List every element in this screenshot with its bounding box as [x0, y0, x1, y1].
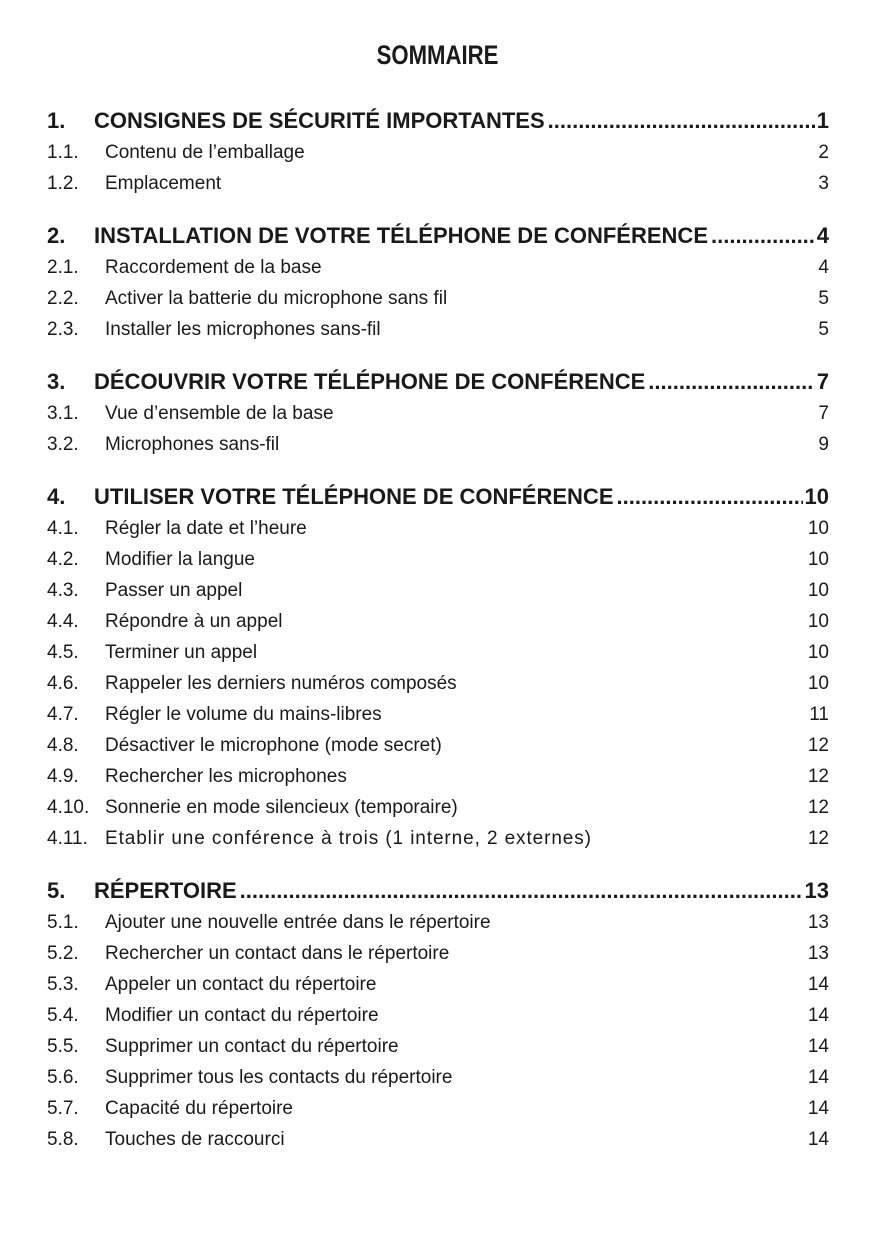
entry-page-number: 10 — [807, 580, 829, 601]
toc-section — [47, 484, 829, 859]
section-number: 5. — [47, 878, 66, 903]
toc-section — [47, 369, 829, 465]
toc-entry — [47, 549, 829, 580]
section-page-number: 4 — [816, 223, 829, 248]
entry-page-number: 5 — [818, 288, 829, 309]
entry-page-number: 12 — [807, 828, 829, 849]
section-heading — [47, 878, 829, 912]
entry-title: Activer la batterie du microphone sans fil — [105, 288, 448, 309]
section-title: RÉPERTOIRE — [94, 878, 237, 903]
toc-entry — [47, 518, 829, 549]
entry-title: Touches de raccourci — [105, 1129, 285, 1150]
section-title: INSTALLATION DE VOTRE TÉLÉPHONE DE CONFÉRENCE — [94, 223, 708, 248]
entry-number: 3.2. — [47, 434, 79, 455]
entry-number: 4.1. — [47, 518, 79, 539]
toc-entry — [47, 797, 829, 828]
entry-page-number: 14 — [807, 974, 829, 995]
toc-entry — [47, 1098, 829, 1129]
entry-number: 4.9. — [47, 766, 79, 787]
toc-entry — [47, 434, 829, 465]
entry-page-number: 7 — [818, 403, 829, 424]
entry-page-number: 11 — [809, 704, 829, 725]
entry-number: 4.2. — [47, 549, 79, 570]
entry-title: Capacité du répertoire — [105, 1098, 293, 1119]
entry-page-number: 10 — [807, 611, 829, 632]
entry-page-number: 10 — [807, 549, 829, 570]
toc-entry — [47, 642, 829, 673]
section-heading — [47, 369, 829, 403]
entry-title: Appeler un contact du répertoire — [105, 974, 377, 995]
entry-page-number: 4 — [818, 257, 829, 278]
entry-title: Rappeler les derniers numéros composés — [105, 673, 457, 694]
entry-title: Vue d’ensemble de la base — [105, 403, 334, 424]
toc-entry — [47, 912, 829, 943]
entry-title: Ajouter une nouvelle entrée dans le répertoire — [105, 912, 491, 933]
toc-entry — [47, 580, 829, 611]
entry-title: Rechercher les microphones — [105, 766, 347, 787]
toc-entry — [47, 828, 829, 859]
entry-page-number: 2 — [818, 142, 829, 163]
entry-title: Terminer un appel — [105, 642, 258, 663]
entry-number: 4.4. — [47, 611, 79, 632]
section-page-number: 1 — [816, 108, 829, 133]
entry-page-number: 12 — [807, 797, 829, 818]
entry-page-number: 14 — [807, 1129, 829, 1150]
entry-number: 1.2. — [47, 173, 79, 194]
entry-page-number: 3 — [818, 173, 829, 194]
section-heading — [47, 108, 829, 142]
dot-leader — [240, 878, 803, 904]
toc-entry — [47, 288, 829, 319]
entry-number: 5.5. — [47, 1036, 79, 1057]
entry-page-number: 10 — [807, 642, 829, 663]
entry-title: Sonnerie en mode silencieux (temporaire) — [105, 797, 458, 818]
entry-title: Modifier un contact du répertoire — [105, 1005, 379, 1026]
dot-leader — [711, 223, 815, 249]
toc-entry — [47, 673, 829, 704]
section-number: 2. — [47, 223, 66, 248]
entry-number: 5.1. — [47, 912, 79, 933]
section-heading — [47, 223, 829, 257]
toc-entry — [47, 1129, 829, 1160]
entry-number: 3.1. — [47, 403, 79, 424]
entry-page-number: 14 — [807, 1005, 829, 1026]
toc-section — [47, 878, 829, 1160]
section-title: UTILISER VOTRE TÉLÉPHONE DE CONFÉRENCE — [94, 484, 614, 509]
entry-title: Régler la date et l’heure — [105, 518, 307, 539]
entry-title: Rechercher un contact dans le répertoire — [105, 943, 450, 964]
entry-page-number: 14 — [807, 1036, 829, 1057]
table-of-contents — [47, 108, 829, 1179]
section-title: CONSIGNES DE SÉCURITÉ IMPORTANTES — [94, 108, 545, 133]
section-page-number: 10 — [804, 484, 829, 509]
entry-page-number: 14 — [807, 1067, 829, 1088]
entry-number: 5.6. — [47, 1067, 79, 1088]
entry-title: Raccordement de la base — [105, 257, 322, 278]
section-page-number: 13 — [804, 878, 829, 903]
toc-entry — [47, 257, 829, 288]
toc-entry — [47, 1036, 829, 1067]
toc-entry — [47, 403, 829, 434]
entry-number: 5.8. — [47, 1129, 79, 1150]
section-page-number: 7 — [816, 369, 829, 394]
section-heading — [47, 484, 829, 518]
section-title: DÉCOUVRIR VOTRE TÉLÉPHONE DE CONFÉRENCE — [94, 369, 646, 394]
entry-number: 5.3. — [47, 974, 79, 995]
entry-title: Installer les microphones sans-fil — [105, 319, 381, 340]
entry-title: Supprimer un contact du répertoire — [105, 1036, 399, 1057]
entry-number: 5.4. — [47, 1005, 79, 1026]
entry-number: 5.7. — [47, 1098, 79, 1119]
toc-entry — [47, 142, 829, 173]
toc-section — [47, 223, 829, 350]
entry-number: 4.11. — [47, 828, 88, 849]
entry-title: Répondre à un appel — [105, 611, 283, 632]
toc-entry — [47, 611, 829, 642]
section-number: 3. — [47, 369, 66, 394]
entry-page-number: 9 — [818, 434, 829, 455]
toc-entry — [47, 943, 829, 974]
entry-page-number: 13 — [807, 912, 829, 933]
entry-page-number: 5 — [818, 319, 829, 340]
entry-title: Passer un appel — [105, 580, 243, 601]
entry-title: Emplacement — [105, 173, 222, 194]
toc-entry — [47, 735, 829, 766]
toc-entry — [47, 704, 829, 735]
section-number: 1. — [47, 108, 66, 133]
entry-number: 2.3. — [47, 319, 79, 340]
toc-entry — [47, 1067, 829, 1098]
entry-title: Régler le volume du mains-libres — [105, 704, 382, 725]
entry-number: 2.2. — [47, 288, 79, 309]
entry-number: 4.3. — [47, 580, 79, 601]
dot-leader — [617, 484, 803, 510]
toc-section — [47, 108, 829, 204]
entry-number: 5.2. — [47, 943, 79, 964]
entry-page-number: 13 — [807, 943, 829, 964]
entry-page-number: 14 — [807, 1098, 829, 1119]
entry-number: 4.8. — [47, 735, 79, 756]
section-number: 4. — [47, 484, 66, 509]
entry-number: 2.1. — [47, 257, 79, 278]
entry-number: 4.6. — [47, 673, 79, 694]
entry-title: Supprimer tous les contacts du répertoire — [105, 1067, 453, 1088]
toc-entry — [47, 974, 829, 1005]
entry-number: 4.7. — [47, 704, 79, 725]
entry-page-number: 10 — [807, 518, 829, 539]
dot-leader — [548, 108, 815, 134]
toc-entry — [47, 1005, 829, 1036]
entry-page-number: 12 — [807, 735, 829, 756]
entry-title: Modifier la langue — [105, 549, 255, 570]
toc-entry — [47, 319, 829, 350]
toc-entry — [47, 173, 829, 204]
entry-title: Contenu de l’emballage — [105, 142, 305, 163]
entry-page-number: 10 — [807, 673, 829, 694]
dot-leader — [648, 369, 814, 395]
entry-number: 4.5. — [47, 642, 79, 663]
page-title: SOMMAIRE — [376, 40, 499, 70]
entry-title: Etablir une conférence à trois (1 interne, 2 externes) — [105, 828, 592, 849]
entry-number: 1.1. — [47, 142, 79, 163]
toc-entry — [47, 766, 829, 797]
entry-title: Microphones sans-fil — [105, 434, 280, 455]
entry-page-number: 12 — [807, 766, 829, 787]
entry-title: Désactiver le microphone (mode secret) — [105, 735, 442, 756]
entry-number: 4.10. — [47, 797, 90, 818]
